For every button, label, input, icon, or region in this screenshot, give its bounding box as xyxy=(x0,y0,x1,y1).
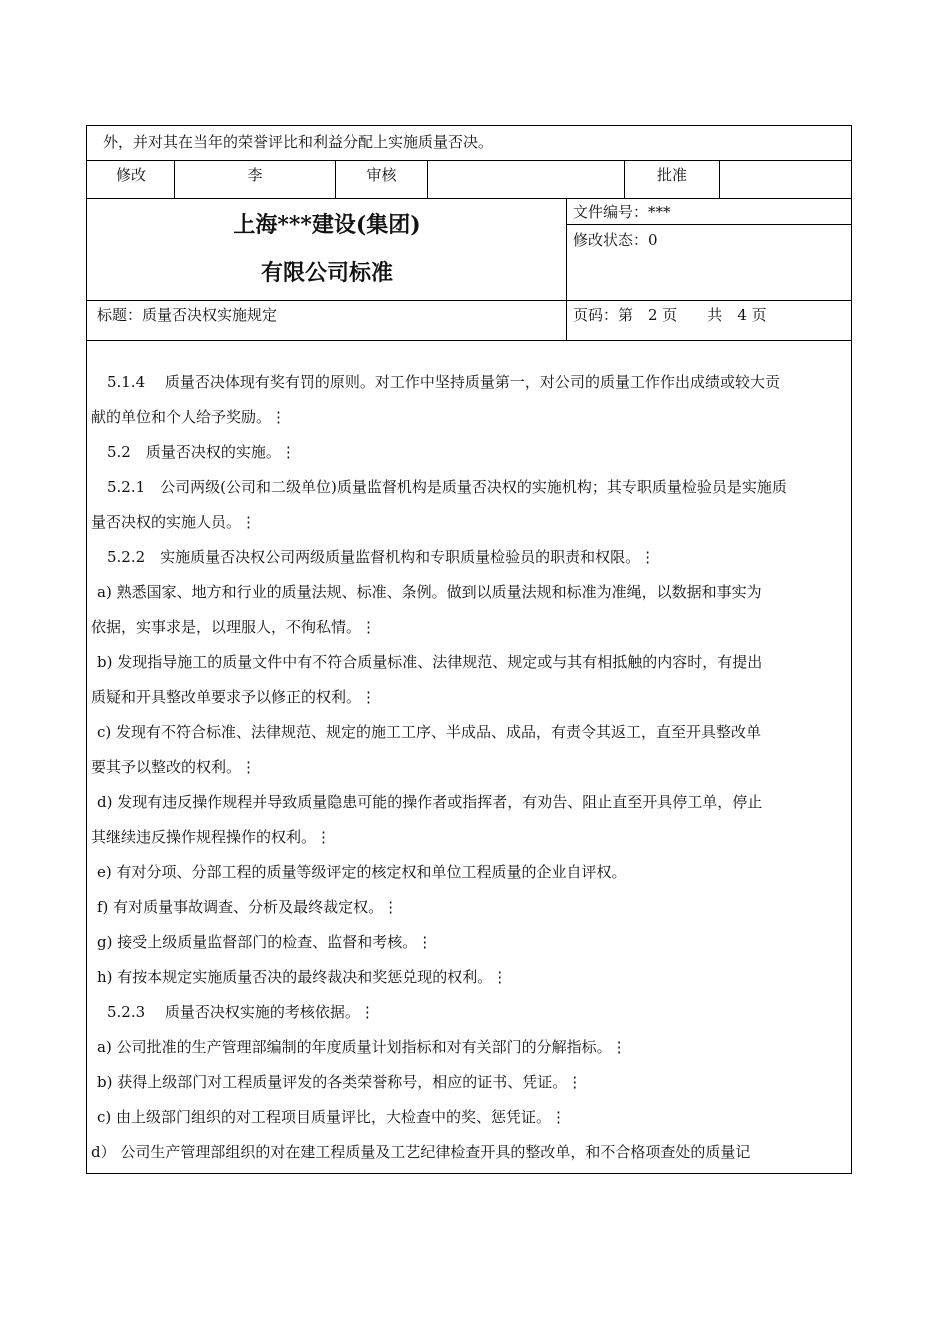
revision-status: 修改状态：0 xyxy=(573,231,658,249)
body-line: d） 公司生产管理部组织的对在建工程质量及工艺纪律检查开具的整改单，和不合格项查处的质量记 xyxy=(91,1143,751,1161)
continuation-row xyxy=(86,125,852,161)
body-line: f) 有对质量事故调查、分析及最终裁定权。⋮ xyxy=(97,898,399,916)
body-line: 量否决权的实施人员。⋮ xyxy=(91,513,257,531)
body-line: c) 由上级部门组织的对工程项目质量评比，大检查中的奖、惩凭证。⋮ xyxy=(97,1108,567,1126)
body-line: 要其予以整改的权利。⋮ xyxy=(91,758,257,776)
approve-label: 批准 xyxy=(656,166,687,184)
body-line: 其继续违反操作规程操作的权利。⋮ xyxy=(91,828,332,846)
body-line: 献的单位和个人给予奖励。⋮ xyxy=(91,408,287,426)
body-line: c) 发现有不符合标准、法律规范、规定的施工工序、半成品、成品，有责令其返工，直至开具整改单 xyxy=(97,723,762,741)
review-label: 审核 xyxy=(366,166,397,184)
body-line: 5.2.2 实施质量否决权公司两级质量监督机构和专职质量检验员的职责和权限。⋮ xyxy=(107,548,656,566)
continuation-text: 外，并对其在当年的荣誉评比和利益分配上实施质量否决。 xyxy=(103,133,494,151)
body-line: h) 有按本规定实施质量否决的最终裁决和奖惩兑现的权利。⋮ xyxy=(97,968,508,986)
body-line: 5.2.3 质量否决权实施的考核依据。⋮ xyxy=(107,1003,375,1021)
body-line: 5.2 质量否决权的实施。⋮ xyxy=(107,443,296,461)
approval-row xyxy=(86,161,852,199)
body-line: 依据，实事求是，以理服人，不徇私情。⋮ xyxy=(91,618,377,636)
modify-label: 修改 xyxy=(115,166,146,184)
body-line: 5.2.1 公司两级(公司和二级单位)质量监督机构是质量否决权的实施机构；其专职质量检验员是实施质 xyxy=(107,478,787,496)
body-line: g) 接受上级质量监督部门的检查、监督和考核。⋮ xyxy=(97,933,433,951)
company-title-cell xyxy=(87,199,567,300)
approve-name xyxy=(720,161,851,198)
page-info: 页码：第 2 页 共 4 页 xyxy=(573,306,767,324)
document-page xyxy=(86,125,852,1174)
body-line: b) 获得上级部门对工程质量评发的各类荣誉称号，相应的证书、凭证。⋮ xyxy=(97,1073,583,1091)
body-line: 质疑和开具整改单要求予以修正的权利。⋮ xyxy=(91,688,377,706)
company-title-line1: 上海***建设(集团) xyxy=(233,212,421,238)
body-line: a) 熟悉国家、地方和行业的质量法规、标准、条例。做到以质量法规和标准为准绳，以数据和事实为 xyxy=(97,583,762,601)
company-header-row xyxy=(86,199,852,301)
body-line: b) 发现指导施工的质量文件中有不符合质量标准、法律规范、规定或与其有相抵触的内容时，有提出 xyxy=(97,653,763,671)
file-number: 文件编号：*** xyxy=(573,203,671,221)
body-line: a) 公司批准的生产管理部编制的年度质量计划指标和对有关部门的分解指标。⋮ xyxy=(97,1038,627,1056)
subject-row xyxy=(86,301,852,341)
modify-name: 李 xyxy=(247,166,263,184)
body-line: 5.1.4 质量否决体现有奖有罚的原则。对工作中坚持质量第一，对公司的质量工作作出成绩或较大贡 xyxy=(107,373,780,391)
subject-title: 标题：质量否决权实施规定 xyxy=(97,306,278,324)
review-name xyxy=(428,161,624,198)
body-content xyxy=(86,341,852,1174)
body-line: d) 发现有违反操作规程并导致质量隐患可能的操作者或指挥者，有劝告、阻止直至开具停工单，停止 xyxy=(97,793,763,811)
doc-meta-cell xyxy=(567,199,851,300)
company-title-line2: 有限公司标准 xyxy=(260,260,393,286)
body-line: e) 有对分项、分部工程的质量等级评定的核定权和单位工程质量的企业自评权。 xyxy=(97,863,627,881)
